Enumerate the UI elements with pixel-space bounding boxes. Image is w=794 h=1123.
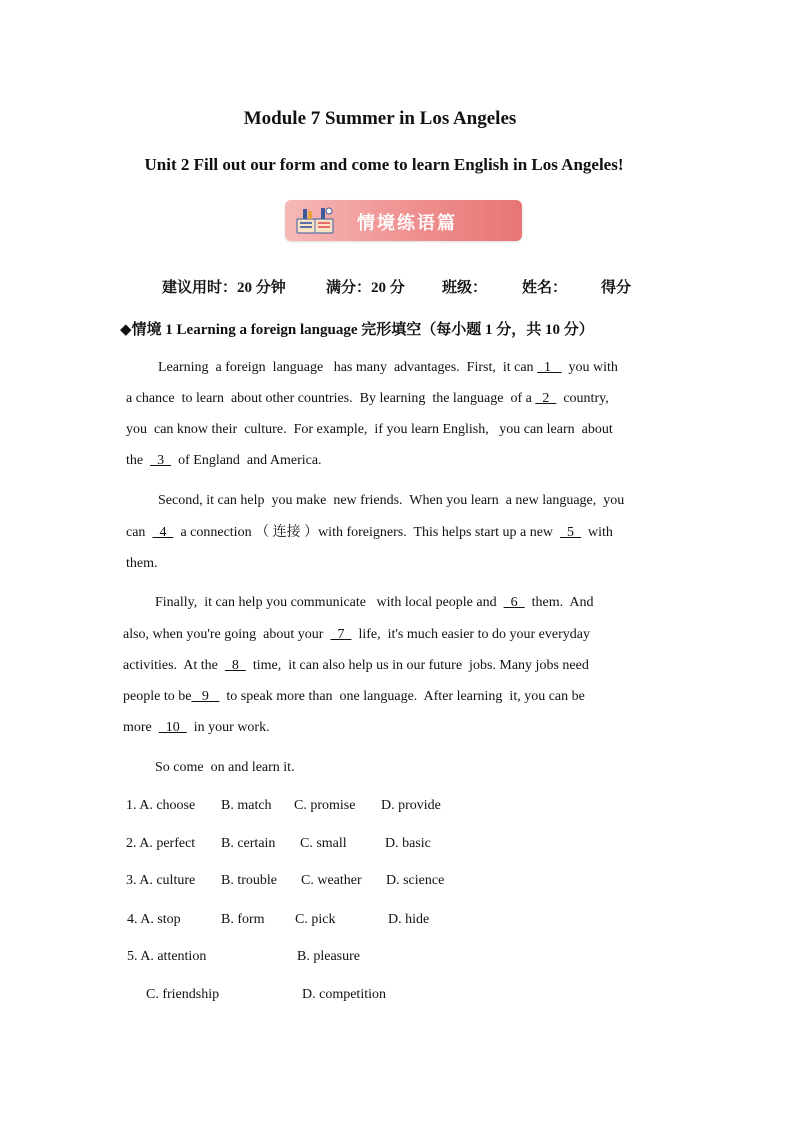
blank-9[interactable]: 9 [191, 689, 220, 704]
banner-label: 情境练语篇 [357, 213, 457, 234]
q5-option-d[interactable]: D. competition [302, 987, 386, 1002]
passage-line [123, 712, 270, 743]
passage-text: also, when you're going about your [123, 627, 331, 642]
q3-option-d[interactable]: D. science [386, 873, 445, 888]
passage-line [155, 587, 593, 618]
passage-line [126, 517, 613, 548]
passage-text: activities. At the [123, 658, 225, 673]
passage-text: people to be [123, 689, 192, 704]
score-field[interactable]: 得分 [601, 280, 632, 296]
passage-text: more [123, 720, 159, 735]
suggested-time: 建议用时：20 分钟 [162, 280, 286, 296]
passage-text: them. And [524, 595, 594, 610]
passage-text: So come on and learn it. [155, 760, 295, 775]
q4-option-b[interactable]: B. form [221, 912, 265, 927]
blank-7[interactable]: 7 [330, 627, 352, 642]
blank-1[interactable]: 1 [537, 360, 562, 375]
q2-option-c[interactable]: C. small [300, 836, 347, 851]
passage-text: time, it can also help us in our future jobs. Many jobs need [245, 658, 589, 673]
passage-line [158, 352, 618, 383]
passage-line [123, 650, 589, 681]
q2-option-a[interactable]: 2. A. perfect [126, 836, 196, 851]
section-banner [285, 200, 522, 241]
passage-text: the [126, 453, 151, 468]
passage-text: with [581, 525, 613, 540]
passage-line [126, 383, 609, 414]
q5-option-a[interactable]: 5. A. attention [127, 949, 207, 964]
passage-text: you with [561, 360, 618, 375]
q1-option-b[interactable]: B. match [221, 798, 272, 813]
q2-option-b[interactable]: B. certain [221, 836, 276, 851]
blank-8[interactable]: 8 [224, 658, 246, 673]
blank-5[interactable]: 5 [560, 525, 582, 540]
blank-6[interactable]: 6 [503, 595, 525, 610]
passage-text: life, it's much easier to do your everyday [351, 627, 590, 642]
q1-option-c[interactable]: C. promise [294, 798, 356, 813]
blank-2[interactable]: 2 [535, 391, 557, 406]
q4-option-d[interactable]: D. hide [388, 912, 430, 927]
passage-text: of England and America. [171, 453, 322, 468]
q1-option-d[interactable]: D. provide [381, 798, 441, 813]
passage-text: Second, it can help you make new friends. When you learn a new language, you [158, 493, 625, 508]
passage-line [126, 445, 322, 476]
passage-text: Learning a foreign language has many advantages. First, it can [158, 360, 538, 375]
passage-text: to speak more than one language. After learning it, you can be [219, 689, 585, 704]
passage-text: a chance to learn about other countries. By learning the language of a [126, 391, 536, 406]
q4-option-a[interactable]: 4. A. stop [127, 912, 181, 927]
class-field[interactable]: 班级： [442, 280, 488, 296]
page-subtitle: Unit 2 Fill out our form and come to learn English in Los Angeles! [144, 155, 624, 174]
q3-option-a[interactable]: 3. A. culture [126, 873, 196, 888]
passage-line [155, 752, 295, 783]
section-heading: ◆情境 1 Learning a foreign language 完形填空（每小题 1 分，共 10 分） [120, 322, 594, 338]
passage-line [158, 485, 624, 516]
blank-3[interactable]: 3 [150, 453, 172, 468]
passage-line [126, 414, 613, 445]
q1-option-a[interactable]: 1. A. choose [126, 798, 196, 813]
book-desk-icon [295, 205, 337, 235]
q2-option-d[interactable]: D. basic [385, 836, 431, 851]
q5-option-c[interactable]: C. friendship [146, 987, 220, 1002]
passage-text: in your work. [186, 720, 270, 735]
passage-text: them. [126, 556, 158, 571]
passage-line [123, 681, 585, 712]
page-title: Module 7 Summer in Los Angeles [243, 108, 517, 129]
passage-line [126, 548, 158, 579]
name-field[interactable]: 姓名： [522, 280, 568, 296]
passage-text: a connection （ 连接 ）with foreigners. This helps start up a new [173, 525, 561, 540]
passage-text: you can know their culture. For example, if you learn English, you can learn about [126, 422, 613, 437]
passage-text: can [126, 525, 153, 540]
blank-10[interactable]: 10 [158, 720, 187, 735]
q3-option-c[interactable]: C. weather [301, 873, 362, 888]
info-row [0, 276, 794, 296]
full-score: 满分：20 分 [326, 280, 405, 296]
passage-line [123, 619, 590, 650]
q4-option-c[interactable]: C. pick [295, 912, 336, 927]
blank-4[interactable]: 4 [152, 525, 174, 540]
passage-text: country, [556, 391, 609, 406]
passage-text: Finally, it can help you communicate with local people and [155, 595, 504, 610]
q5-option-b[interactable]: B. pleasure [297, 949, 360, 964]
q3-option-b[interactable]: B. trouble [221, 873, 277, 888]
